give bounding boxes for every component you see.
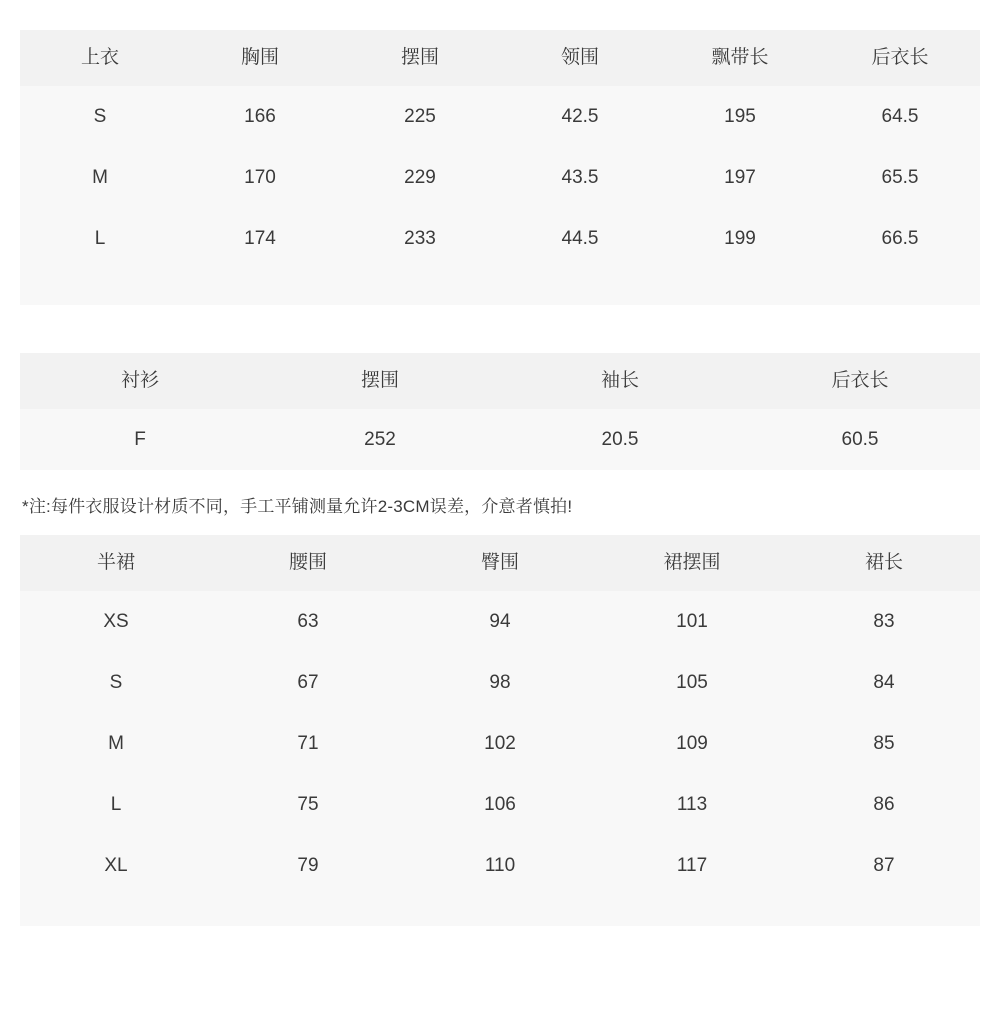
table-row — [20, 147, 980, 208]
cell-value: 233 — [340, 208, 500, 269]
shirt-size-table — [20, 353, 980, 470]
column-header: 腰围 — [212, 535, 404, 591]
top-garment-size-table — [20, 30, 980, 269]
table-header — [20, 535, 980, 591]
table-body — [20, 86, 980, 269]
table-row — [20, 774, 980, 835]
table-header-row — [20, 353, 980, 409]
cell-size: L — [20, 774, 212, 835]
table-row — [20, 713, 980, 774]
column-header: 裙摆围 — [596, 535, 788, 591]
cell-value: 79 — [212, 835, 404, 896]
cell-value: 20.5 — [500, 409, 740, 470]
table-row — [20, 591, 980, 652]
cell-value: 66.5 — [820, 208, 980, 269]
cell-size: L — [20, 208, 180, 269]
cell-value: 87 — [788, 835, 980, 896]
cell-value: 106 — [404, 774, 596, 835]
cell-size: S — [20, 86, 180, 147]
skirt-size-table — [20, 535, 980, 896]
table-row — [20, 208, 980, 269]
cell-value: 43.5 — [500, 147, 660, 208]
cell-value: 63 — [212, 591, 404, 652]
column-header: 胸围 — [180, 30, 340, 86]
cell-value: 170 — [180, 147, 340, 208]
table-bottom-padding — [20, 896, 980, 926]
top-garment-table-block — [20, 30, 980, 305]
cell-value: 85 — [788, 713, 980, 774]
column-header: 半裙 — [20, 535, 212, 591]
cell-size: XS — [20, 591, 212, 652]
table-row — [20, 409, 980, 470]
cell-value: 229 — [340, 147, 500, 208]
column-header: 臀围 — [404, 535, 596, 591]
table-header-row — [20, 535, 980, 591]
table-header — [20, 353, 980, 409]
table-bottom-padding — [20, 269, 980, 305]
column-header: 裙长 — [788, 535, 980, 591]
cell-size: S — [20, 652, 212, 713]
cell-value: 75 — [212, 774, 404, 835]
column-header: 后衣长 — [740, 353, 980, 409]
column-header: 飘带长 — [660, 30, 820, 86]
table-body — [20, 591, 980, 896]
cell-value: 102 — [404, 713, 596, 774]
table-row — [20, 86, 980, 147]
cell-value: 84 — [788, 652, 980, 713]
cell-value: 83 — [788, 591, 980, 652]
column-header: 袖长 — [500, 353, 740, 409]
shirt-table-block — [20, 353, 980, 470]
table-header-row — [20, 30, 980, 86]
cell-value: 71 — [212, 713, 404, 774]
measurement-note: *注:每件衣服设计材质不同，手工平铺测量允许2-3CM误差，介意者慎拍! — [22, 497, 573, 516]
cell-size: XL — [20, 835, 212, 896]
size-chart-page — [0, 30, 1000, 1030]
column-header: 后衣长 — [820, 30, 980, 86]
table-row — [20, 652, 980, 713]
cell-value: 64.5 — [820, 86, 980, 147]
table-body — [20, 409, 980, 470]
cell-size: M — [20, 147, 180, 208]
cell-value: 94 — [404, 591, 596, 652]
cell-value: 65.5 — [820, 147, 980, 208]
table-header — [20, 30, 980, 86]
column-header: 上衣 — [20, 30, 180, 86]
skirt-table-block — [20, 535, 980, 926]
column-header: 摆围 — [260, 353, 500, 409]
cell-value: 197 — [660, 147, 820, 208]
cell-value: 67 — [212, 652, 404, 713]
cell-value: 195 — [660, 86, 820, 147]
column-header: 领围 — [500, 30, 660, 86]
cell-size: F — [20, 409, 260, 470]
cell-value: 98 — [404, 652, 596, 713]
cell-value: 42.5 — [500, 86, 660, 147]
cell-value: 86 — [788, 774, 980, 835]
table-row — [20, 835, 980, 896]
cell-value: 60.5 — [740, 409, 980, 470]
column-header: 摆围 — [340, 30, 500, 86]
cell-value: 113 — [596, 774, 788, 835]
cell-value: 101 — [596, 591, 788, 652]
column-header: 衬衫 — [20, 353, 260, 409]
section-gap — [20, 305, 980, 353]
cell-value: 105 — [596, 652, 788, 713]
cell-value: 109 — [596, 713, 788, 774]
cell-value: 117 — [596, 835, 788, 896]
cell-value: 252 — [260, 409, 500, 470]
cell-value: 225 — [340, 86, 500, 147]
cell-value: 174 — [180, 208, 340, 269]
cell-value: 199 — [660, 208, 820, 269]
cell-value: 44.5 — [500, 208, 660, 269]
cell-value: 110 — [404, 835, 596, 896]
cell-size: M — [20, 713, 212, 774]
cell-value: 166 — [180, 86, 340, 147]
